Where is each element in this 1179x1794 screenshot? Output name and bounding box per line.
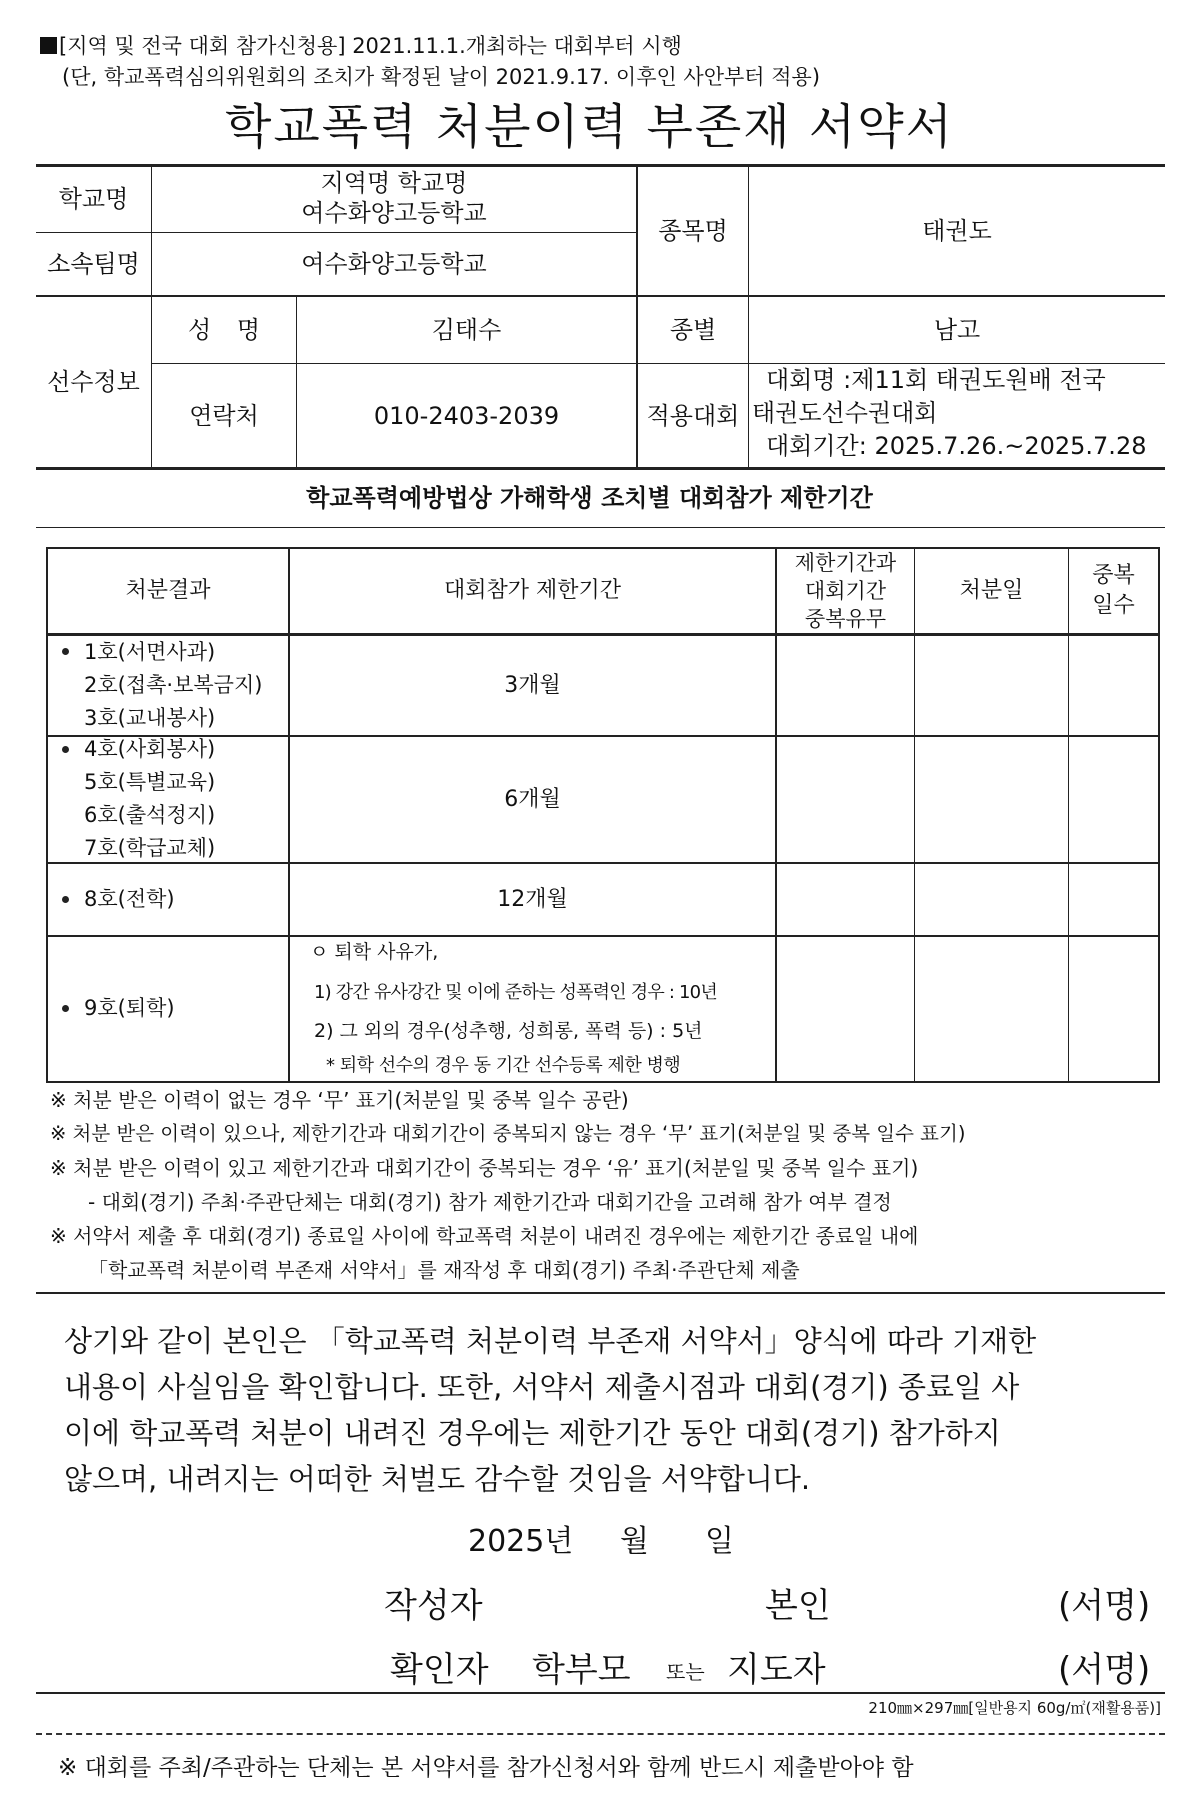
header-overlap: 제한기간과 대회기간 중복유무	[794, 551, 897, 631]
restriction-period: 3개월	[504, 672, 561, 698]
notes-divider	[36, 1292, 1165, 1294]
sanction-item: 3호(교내봉사)	[84, 706, 216, 730]
confirm-or: 또는	[666, 1660, 705, 1684]
sanction-item: 7호(학급교체)	[84, 836, 216, 860]
name-value: 김태수	[431, 316, 502, 344]
document-title: 학교폭력 처분이력 부존재 서약서	[225, 99, 954, 155]
note-item: ※ 처분 받은 이력이 있고 제한기간과 대회기간이 중복되는 경우 ‘유’ 표기(처분일 및 중복 일수 표기)	[50, 1156, 919, 1180]
header-period: 대회참가 제한기간	[443, 578, 621, 604]
sanction-item: 2호(접촉·보복금지)	[84, 673, 263, 697]
note-item: 「학교폭력 처분이력 부존재 서약서」를 재작성 후 대회(경기) 주최·주관단체 제출	[88, 1258, 800, 1282]
team-value: 여수화양고등학교	[301, 250, 487, 278]
note-item: ※ 서약서 제출 후 대회(경기) 종료일 사이에 학교폭력 처분이 내려진 경우에는 제한기간 종료일 내에	[50, 1224, 919, 1248]
contact-value: 010-2403-2039	[373, 401, 560, 430]
restriction-period: 12개월	[497, 886, 568, 912]
pledge-line: 내용이 사실임을 확인합니다. 또한, 서약서 제출시점과 대회(경기) 종료일 사	[64, 1370, 1020, 1404]
sanction-item: 6호(출석정지)	[84, 803, 216, 827]
event-label: 종목명	[658, 216, 728, 245]
restriction-period: 6개월	[504, 786, 561, 812]
name-label: 성 명	[188, 316, 260, 344]
table-row	[48, 937, 288, 1081]
competition-name-line1: 대회명 :제11회 태권도원배 전국	[766, 366, 1106, 394]
bullet-icon	[62, 746, 69, 753]
competition-name-line2: 태권도선수권대회	[752, 399, 938, 427]
pledge-line: 이에 학교폭력 처분이 내려진 경우에는 제한기간 동안 대회(경기) 참가하지	[64, 1416, 1001, 1450]
expulsion-period: ㅇ 퇴학 사유가, 1) 강간 유사강간 및 이에 준하는 성폭력인 경우 : 10년 2) 그 외의 경우(성추행, 성희롱, 폭력 등) : 5년 * 퇴학 선수의 경우 동 기간 선수등록 제한 병행	[310, 941, 717, 1076]
competition-label: 적용대회	[646, 401, 740, 430]
contact-label: 연락처	[189, 401, 259, 430]
school-region: 지역명 학교명	[320, 169, 468, 197]
category-label: 종별	[669, 316, 717, 344]
player-info-label: 선수정보	[47, 368, 140, 396]
bullet-icon	[62, 896, 69, 903]
date-year: 2025년	[468, 1524, 574, 1559]
bullet-icon	[62, 648, 69, 655]
category-value: 남고	[933, 316, 981, 344]
bullet-icon	[62, 1005, 69, 1012]
writer-sign: (서명)	[1058, 1586, 1151, 1626]
paper-spec: 210㎜×297㎜[일반용지 60g/㎡(재활용품)]	[868, 1699, 1161, 1717]
school-name: 여수화양고등학교	[301, 199, 487, 227]
section-divider	[36, 527, 1165, 528]
header-line-2: (단, 학교폭력심의위원회의 조치가 확정된 날이 2021.9.17. 이후인 사안부터 적용)	[62, 65, 821, 89]
sanction-item: 8호(전학)	[84, 887, 175, 911]
event-value: 태권도	[922, 216, 992, 245]
pledge-line: 않으며, 내려지는 어떠한 처벌도 감수할 것임을 서약합니다.	[64, 1462, 811, 1496]
writer-who: 본인	[765, 1586, 831, 1626]
pledge-line: 상기와 같이 본인은 「학교폭력 처분이력 부존재 서약서」양식에 따라 기재한	[64, 1324, 1037, 1358]
cut-line	[36, 1733, 1165, 1735]
team-label: 소속팀명	[47, 250, 140, 278]
confirm-sign: (서명)	[1058, 1650, 1151, 1690]
black-square-icon	[40, 37, 57, 54]
header-result: 처분결과	[125, 578, 211, 604]
table-row	[48, 864, 288, 935]
sanction-item: 4호(사회봉사)	[84, 737, 216, 761]
note-item: - 대회(경기) 주최·주관단체는 대회(경기) 참가 제한기간과 대회기간을 고려해 참가 여부 결정	[88, 1190, 892, 1214]
sanction-item: 5호(특별교육)	[84, 770, 216, 794]
sanction-item: 1호(서면사과)	[84, 640, 216, 664]
competition-period: 대회기간: 2025.7.26.~2025.7.28	[766, 432, 1147, 460]
date-day: 일	[705, 1524, 734, 1559]
note-item: ※ 처분 받은 이력이 없는 경우 ‘무’ 표기(처분일 및 중복 일수 공란)	[50, 1088, 629, 1112]
date-month: 월	[620, 1524, 649, 1559]
note-item: ※ 처분 받은 이력이 있으나, 제한기간과 대회기간이 중복되지 않는 경우 ‘무’ 표기(처분일 및 중복 일수 표기)	[50, 1122, 966, 1145]
footer-note: ※ 대회를 주최/주관하는 단체는 본 서약서를 참가신청서와 함께 반드시 제출받아야 함	[58, 1755, 914, 1781]
confirm-label: 확인자	[390, 1650, 489, 1690]
school-label: 학교명	[58, 185, 129, 213]
competition-value	[752, 364, 1162, 467]
confirm-coach: 지도자	[727, 1650, 826, 1690]
table-row	[48, 733, 288, 862]
school-value	[152, 164, 636, 232]
writer-label: 작성자	[384, 1586, 483, 1626]
table-row	[48, 636, 288, 735]
sanction-item: 9호(퇴학)	[84, 996, 175, 1020]
header-date: 처분일	[959, 578, 1024, 604]
header-days: 중복 일수	[1092, 563, 1135, 618]
confirm-parent: 학부모	[532, 1650, 631, 1690]
section-title: 학교폭력예방법상 가해학생 조치별 대회참가 제한기간	[306, 484, 873, 512]
bottom-divider	[36, 1692, 1165, 1694]
header-line-1: [지역 및 전국 대회 참가신청용] 2021.11.1.개최하는 대회부터 시행	[40, 30, 682, 60]
